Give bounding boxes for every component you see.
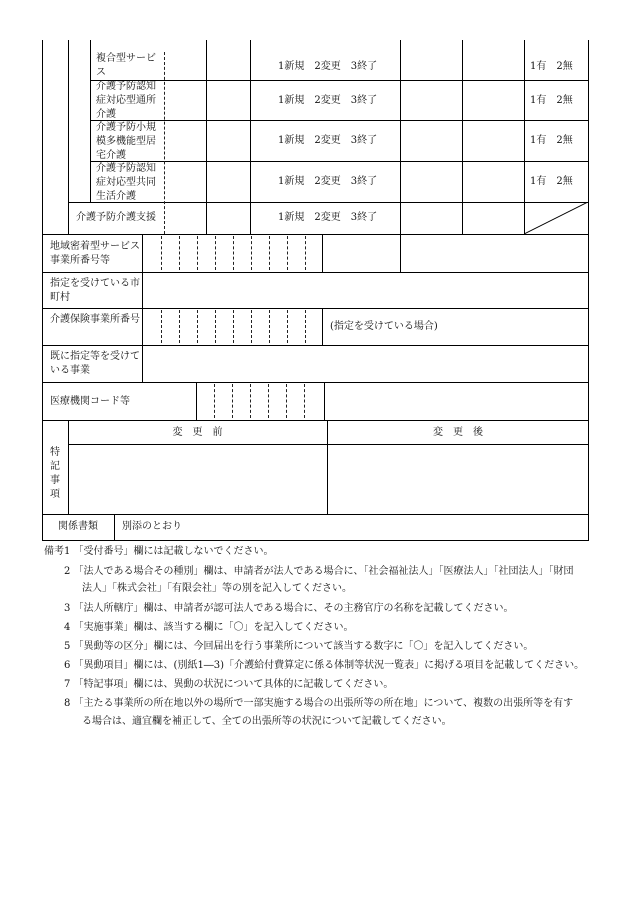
flag-options: 1有 2無 [530,61,573,72]
note-line: 6 「異動項目」欄には、(別紙1―3)「介護給付費算定に係る体制等状況一覧表」に掲げる項目を記載してください。 [64,660,585,671]
existing-label: 既に指定等を受けている事業 [50,351,140,376]
note-line: 備考1 「受付番号」欄には記載しないでください。 [44,546,274,557]
community-number-label: 地域密着型サービス事業所番号等 [50,241,140,266]
status-options: 1新規 2変更 3終了 [278,95,378,106]
service-label: 複合型サービス [96,53,156,78]
note-line: 8 「主たる事業所の所在地以外の場所で一部実施する場合の出張所等の所在地」について、複数の出張所等を有す [64,698,574,709]
remarks-after-field[interactable] [328,445,587,513]
service-label: 介護予防小規模多機能型居宅介護 [96,122,156,161]
status-options: 1新規 2変更 3終了 [278,135,378,146]
insurance-number-note: (指定を受けている場合) [330,321,438,332]
status-options: 1新規 2変更 3終了 [278,176,378,187]
documents-label: 関係書類 [58,521,98,532]
status-options: 1新規 2変更 3終了 [278,61,378,72]
note-line: 法人」「株式会社」「有限会社」等の別を記入してください。 [82,583,352,594]
remarks-title: 特記事項 [50,447,60,500]
remarks-before-field[interactable] [69,445,326,513]
status-options: 1新規 2変更 3終了 [278,212,378,223]
existing-field[interactable] [143,346,587,381]
flag-options: 1有 2無 [530,135,573,146]
note-line: る場合は、適宜欄を補正して、全ての出張所等の状況について記載してください。 [82,716,452,727]
designated-city-field[interactable] [143,273,587,307]
service-label: 介護予防認知症対応型通所介護 [96,81,156,120]
flag-options: 1有 2無 [530,95,573,106]
note-line: 7 「特記事項」欄には、異動の状況について具体的に記載してください。 [64,679,394,690]
note-line: 2 「法人である場合その種別」欄は、申請者が法人である場合に、「社会福祉法人」「医療法人」「社団法人」「財団 [64,566,574,577]
remarks-before-header: 変 更 前 [172,427,223,438]
note-line: 5 「異動等の区分」欄には、今回届出を行う事業所について該当する数字に「〇」を記入してください。 [64,641,534,652]
flag-options: 1有 2無 [530,176,573,187]
insurance-number-label: 介護保険事業所番号 [50,314,140,325]
remarks-after-header: 変 更 後 [433,427,483,438]
note-line: 4 「実施事業」欄は、該当する欄に「〇」を記入してください。 [64,622,354,633]
note-line: 3 「法人所轄庁」欄は、申請者が認可法人である場合に、その主務官庁の名称を記載してください。 [64,603,514,614]
documents-value: 別添のとおり [122,521,182,532]
designated-city-label: 指定を受けている市町村 [50,278,140,303]
support-label: 介護予防介護支援 [76,212,156,223]
diagonal-slash [524,202,588,234]
service-label: 介護予防認知症対応型共同生活介護 [96,163,156,202]
medical-code-label: 医療機関コード等 [50,396,130,407]
